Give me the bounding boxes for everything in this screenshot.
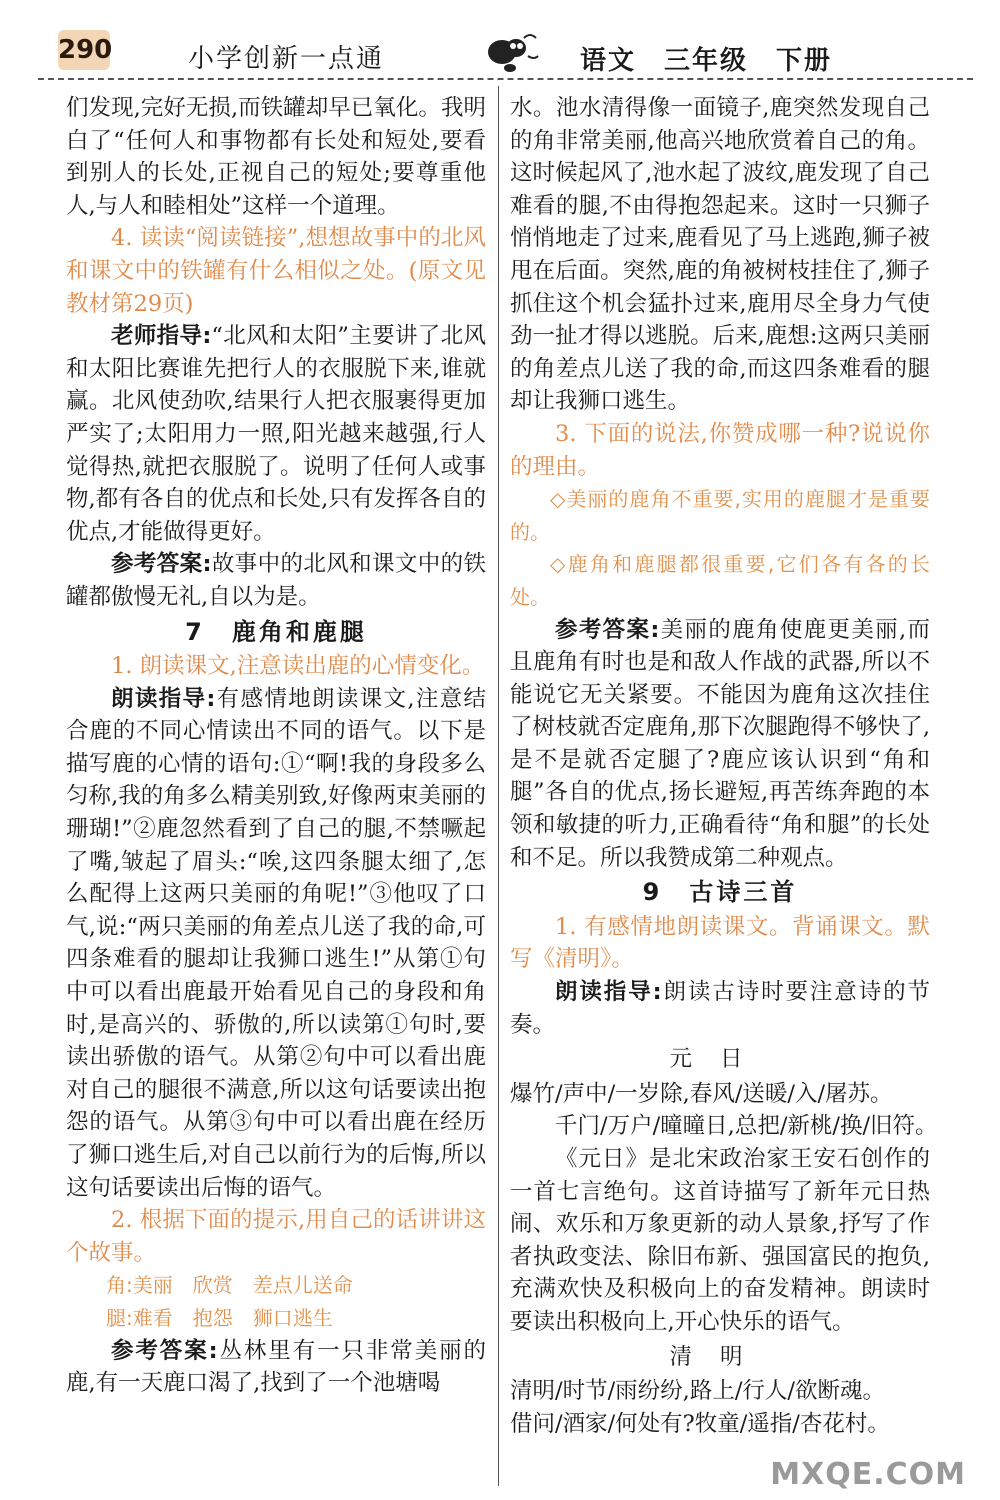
book-title: 小学创新一点通: [188, 44, 385, 74]
reference-answer-text: 故事中的北风和课文中的铁罐都傲慢无礼,自以为是。: [66, 551, 486, 610]
poem-yuanri-line-2: 千门/万户/曈曈日,总把/新桃/换/旧符。: [555, 1113, 938, 1140]
story-continued: 水。池水清得像一面镜子,鹿突然发现自己的角非常美丽,他高兴地欣赏着自己的角。这时候起风了,池水起了波纹,鹿发现了自己难看的腿,不由得抱怨起来。这时一只狮子悄悄地走了过来,鹿看见了马上逃跑,狮子被甩在后面。突然,鹿的角被树枝挂住了,狮子抓住这个机会猛扑过来,鹿用尽全身力气使劲一扯才得以逃脱。后来,鹿想:这两只美丽的角差点儿送了我的命,而这四条难看的腿却让我狮口逃生。: [510, 95, 930, 415]
poem-yuanri-note: 《元日》是北宋政治家王安石创作的一首七言绝句。这首诗描写了新年元日热闹、欢乐和万象更新的动人景象,抒写了作者执政变法、除旧布新、强国富民的抱负,充满欢快及积极向上的奋发精神。朗读时要读出积极向上,开心快乐的语气。: [510, 1146, 930, 1335]
watermark-logo: MXQE.COM: [770, 1457, 966, 1492]
mascot-icon: [480, 28, 542, 76]
question-9-1-prompt: 1. 有感情地朗读课文。背诵课文。默写《清明》。: [510, 913, 930, 973]
left-column: [66, 92, 486, 1400]
poem-qingming-title: 清明: [669, 1343, 771, 1370]
page-header: [0, 0, 1000, 82]
column-divider: [498, 86, 499, 1486]
question-3-prompt: 3. 下面的说法,你赞成哪一种?说说你的理由。: [510, 420, 930, 480]
poem-yuanri-line-1: 爆竹/声中/一岁除,春风/送暖/入/屠苏。: [510, 1080, 893, 1107]
hint-line-horn: 角:美丽 欣赏 差点儿送命: [106, 1273, 353, 1298]
question-2-prompt: 2. 根据下面的提示,用自己的话讲讲这个故事。: [66, 1207, 486, 1266]
teacher-guidance-text: “北风和太阳”主要讲了北风和太阳比赛谁先把行人的衣服脱下来,谁就赢。北风使劲吹,结果行人把衣服裹得更加严实了;太阳用力一照,阳光越来越强,行人觉得热,就把衣服脱了。说明了任何人或事物,都有各自的优点和长处,只有发挥各自的优点,才能做得更好。: [66, 323, 486, 545]
poem-qingming-line-2: 借问/酒家/何处有?牧童/遥指/杏花村。: [510, 1410, 890, 1437]
hint-line-leg: 腿:难看 抱怨 狮口逃生: [106, 1305, 333, 1330]
reading-guidance-9-label: 朗读指导:: [555, 979, 662, 1006]
lesson-9-title: 9 古诗三首: [642, 878, 798, 907]
question-4-prompt: 4. 读读“阅读链接”,想想故事中的北风和课文中的铁罐有什么相似之处。(原文见教材第29页): [66, 225, 486, 317]
poem-yuanri-title: 元日: [669, 1046, 771, 1073]
header-divider: [38, 78, 973, 80]
reference-answer-label: 参考答案:: [111, 551, 212, 578]
reference-answer-3-text: 美丽的鹿角使鹿更美丽,而且鹿角有时也是和敌人作战的武器,所以不能说它无关紧要。不能因为鹿角这次挂住了树枝就否定鹿角,那下次腿跑得不够快了,是不是就否定腿了?鹿应该认识到“角和腿”各自的优点,扬长避短,再苦练奔跑的本领和敏捷的听力,正确看待“角和腿”的长处和不足。所以我赞成第二种观点。: [510, 616, 931, 871]
right-column: [510, 92, 938, 1440]
reading-guidance-9: [510, 976, 930, 1041]
reading-guidance-label: 朗读指导:: [111, 685, 216, 712]
option-1: ◇美丽的鹿角不重要,实用的鹿腿才是重要的。: [510, 487, 930, 544]
teacher-guidance: [66, 320, 486, 548]
reading-guidance: [66, 683, 486, 1205]
reading-guidance-9-text: 朗读古诗时要注意诗的节奏。: [510, 979, 930, 1038]
reference-answer-2-label: 参考答案:: [111, 1337, 218, 1364]
page-number: 290: [58, 30, 110, 70]
reference-answer-2-text: 丛林里有一只非常美丽的鹿,有一天鹿口渴了,找到了一个池塘喝: [66, 1337, 486, 1397]
question-1-prompt: 1. 朗读课文,注意读出鹿的心情变化。: [111, 653, 485, 680]
lesson-7-title: 7 鹿角和鹿腿: [185, 617, 367, 646]
option-2: ◇鹿角和鹿腿都很重要,它们各有各的长处。: [510, 552, 930, 609]
reference-answer: [66, 548, 486, 613]
paragraph-continued: 们发现,完好无损,而铁罐却早已氧化。我明白了“任何人和事物都有长处和短处,要看到别人的长处,正视自己的短处;要尊重他人,与人和睦相处”这样一个道理。: [66, 95, 486, 219]
reference-answer-2: [66, 1335, 486, 1400]
reference-answer-3-label: 参考答案:: [555, 616, 660, 643]
reference-answer-3: [510, 614, 930, 875]
teacher-guidance-label: 老师指导:: [111, 323, 212, 350]
poem-qingming-line-1: 清明/时节/雨纷纷,路上/行人/欲断魂。: [510, 1378, 885, 1405]
subject-grade-label: 语文 三年级 下册: [580, 46, 833, 76]
reading-guidance-text: 有感情地朗读课文,注意结合鹿的不同心情读出不同的语气。以下是描写鹿的心情的语句:①“啊!我的身段多么匀称,我的角多么精美别致,好像两束美丽的珊瑚!”②鹿忽然看到了自己的腿,不禁噘起了嘴,皱起了眉头:“唉,这四条腿太细了,怎么配得上这两只美丽的角呢!”③他叹了口气,说:“两只美丽的角差点儿送了我的命,可四条难看的腿却让我狮口逃生!”从第①句中可以看出鹿最开始看见自己的身段和角时,是高兴的、骄傲的,所以读第①句时,要读出骄傲的语气。从第②句中可以看出鹿对自己的腿很不满意,所以这句话要读出抱怨的语气。从第③句中可以看出鹿在经历了狮口逃生后,对自己以前行为的后悔,所以这句话要读出后悔的语气。: [66, 685, 487, 1201]
